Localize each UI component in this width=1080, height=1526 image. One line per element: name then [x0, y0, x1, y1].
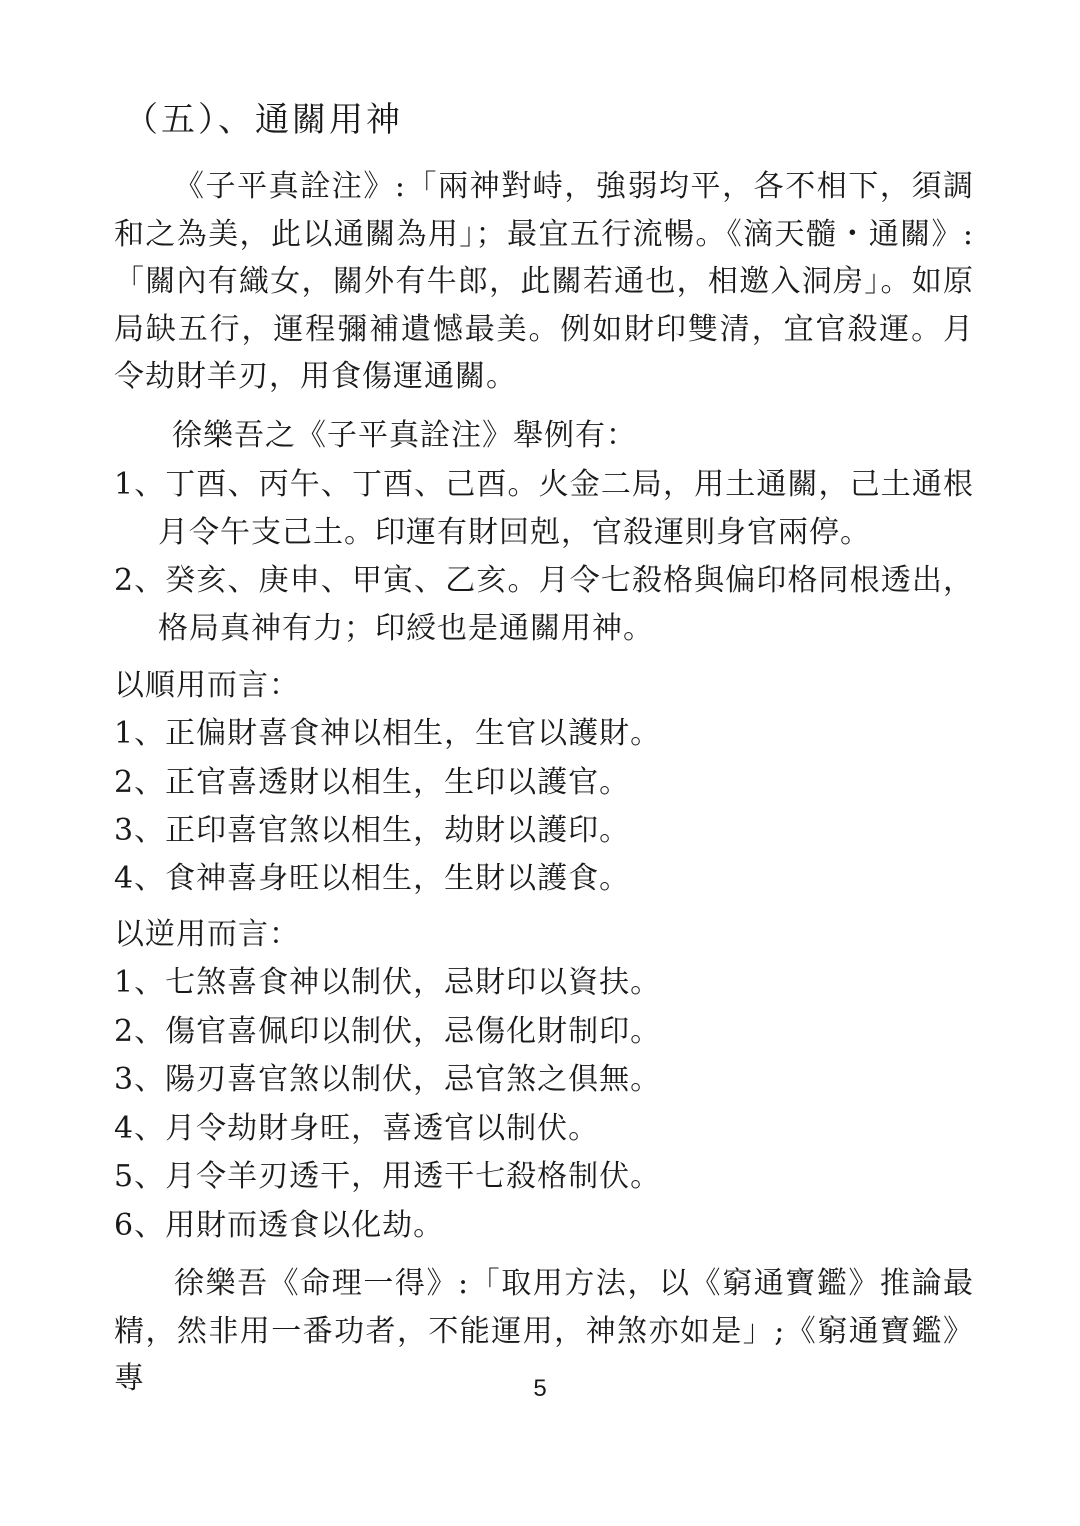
shun-item: 3、正印喜官煞以相生，劫財以護印。 [114, 813, 631, 848]
section-heading: （五）、通關用神 [124, 100, 403, 140]
examples-intro: 徐樂吾之《子平真詮注》舉例有： [172, 418, 637, 453]
ni-item: 4、月令劫財身旺，喜透官以制伏。 [114, 1111, 600, 1146]
ni-item: 1、七煞喜食神以制伏，忌財印以資扶。 [114, 965, 662, 1000]
page-number: 5 [533, 1375, 547, 1402]
ni-item: 5、月令羊刃透干，用透干七殺格制伏。 [114, 1159, 662, 1194]
shun-item: 1、正偏財喜食神以相生，生官以護財。 [114, 716, 662, 751]
shun-item: 4、食神喜身旺以相生，生財以護食。 [114, 861, 631, 896]
closing-paragraph: 徐樂吾《命理一得》:「取用方法，以《窮通寶鑑》推論最精，然非用一番功者，不能運用，神煞亦如是」;《窮通寶鑑》專 [114, 1266, 974, 1396]
ni-item: 2、傷官喜佩印以制伏，忌傷化財制印。 [114, 1014, 662, 1049]
example-item: 2、癸亥、庚申、甲寅、乙亥。月令七殺格與偏印格同根透出，格局真神有力；印綬也是通關用神。 [114, 563, 974, 646]
intro-paragraph: 《子平真詮注》:「兩神對峙，強弱均平，各不相下，須調和之為美，此以通關為用」；最宜五行流暢。《滴天髓・通關》:「關內有織女，關外有牛郎，此關若通也，相邀入洞房」。如原局缺五行，運程彌補遺憾最美。例如財印雙清，宜官殺運。月令劫財羊刃，用食傷運通關。 [114, 169, 974, 394]
ni-heading: 以逆用而言： [114, 917, 300, 952]
ni-item: 3、陽刃喜官煞以制伏，忌官煞之俱無。 [114, 1062, 662, 1097]
example-item: 1、丁酉、丙午、丁酉、己酉。火金二局，用土通關，己土通根月令午支己土。印運有財回剋，官殺運則身官兩停。 [114, 467, 974, 550]
shun-item: 2、正官喜透財以相生，生印以護官。 [114, 765, 631, 800]
shun-heading: 以順用而言： [114, 668, 300, 703]
ni-item: 6、用財而透食以化劫。 [114, 1208, 445, 1243]
